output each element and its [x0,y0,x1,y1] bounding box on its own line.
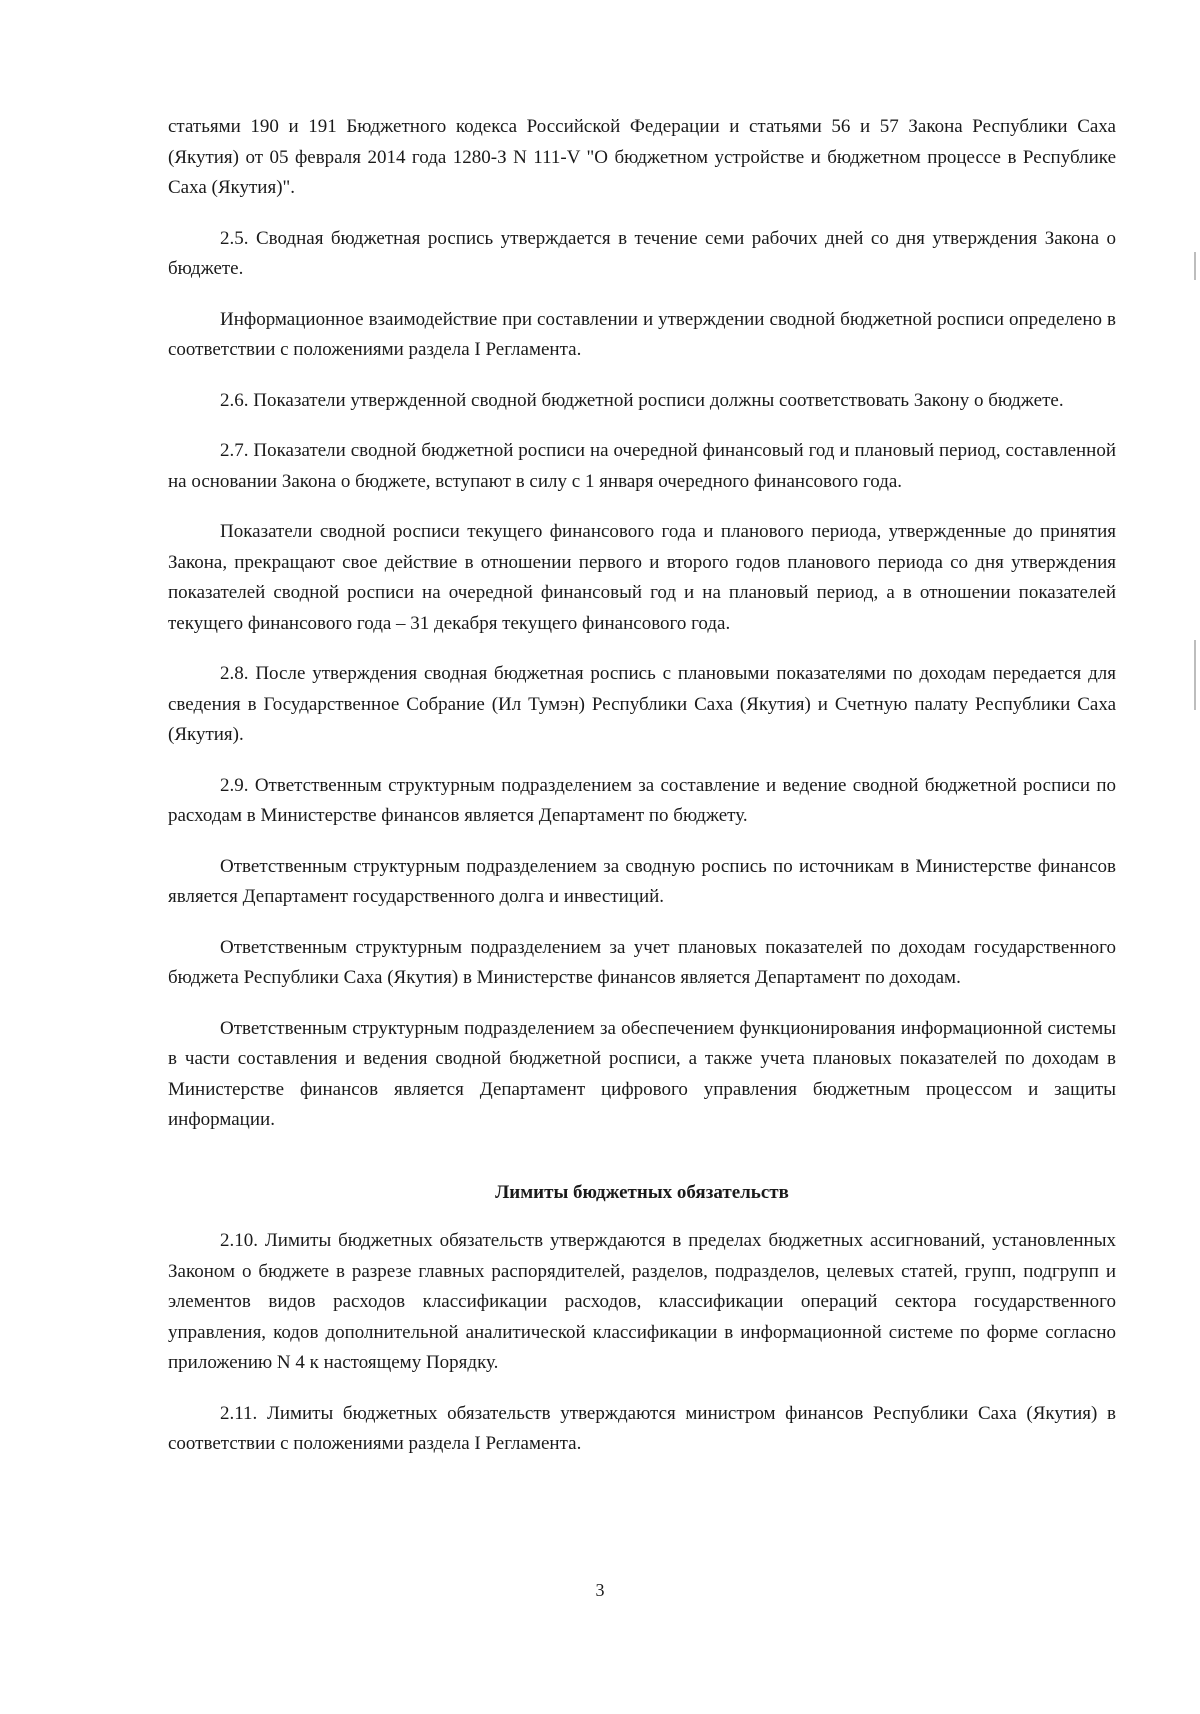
paragraph: Ответственным структурным подразделением за обеспечением функционирования информационной системы в части составления и ведения сводной бюджетной росписи, а также учета плановых показателей по доходам в Министерстве финансов является Департамент цифрового управления бюджетным процессом и защиты информации. [168,1017,1116,1130]
paragraph: 2.9. Ответственным структурным подразделением за составление и ведение сводной бюджетной росписи по расходам в Министерстве финансов является Департамент по бюджету. [168,774,1116,826]
scan-margin-mark [1194,640,1196,710]
section-heading: Лимиты бюджетных обязательств [495,1181,789,1203]
paragraph: Показатели сводной росписи текущего финансового года и планового периода, утвержденные до принятия Закона, прекращают свое действие в отношении первого и второго годов планового периода со дня утверждения показателей сводной росписи на очередной финансовый год и на плановый период, а в отношении показателей текущего финансового года – 31 декабря текущего финансового года. [168,521,1116,634]
paragraph: Ответственным структурным подразделением за сводную роспись по источникам в Министерстве финансов является Департамент государственного долга и инвестиций. [168,855,1116,907]
paragraph: статьями 190 и 191 Бюджетного кодекса Российской Федерации и статьями 56 и 57 Закона Республики Саха (Якутия) от 05 февраля 2014 года 1280-З N 111-V "О бюджетном устройстве и бюджетном процессе в Республике Саха (Якутия)". [168,116,1116,198]
paragraph: 2.5. Сводная бюджетная роспись утверждается в течение семи рабочих дней со дня утверждения Закона о бюджете. [168,227,1116,279]
paragraph: 2.10. Лимиты бюджетных обязательств утверждаются в пределах бюджетных ассигнований, установленных Законом о бюджете в разрезе главных распорядителей, разделов, подразделов, целевых статей, групп, подгрупп и элементов видов расходов классификации расходов, классификации операций сектора государственного управления, кодов дополнительной аналитической классификации в информационной системе по форме согласно приложению N 4 к настоящему Порядку. [168,1230,1116,1373]
page-number: 3 [595,1580,605,1600]
document-body [168,112,1116,1480]
paragraph: 2.11. Лимиты бюджетных обязательств утверждаются министром финансов Республики Саха (Якутия) в соответствии с положениями раздела I Регламента. [168,1402,1116,1454]
paragraph: 2.8. После утверждения сводная бюджетная роспись с плановыми показателями по доходам передается для сведения в Государственное Собрание (Ил Тумэн) Республики Саха (Якутия) и Счетную палату Республики Саха (Якутия). [168,663,1116,745]
paragraph: Информационное взаимодействие при составлении и утверждении сводной бюджетной росписи определено в соответствии с положениями раздела I Регламента. [168,308,1116,360]
paragraph: 2.6. Показатели утвержденной сводной бюджетной росписи должны соответствовать Закону о бюджете. [220,389,1064,411]
paragraph: 2.7. Показатели сводной бюджетной росписи на очередной финансовый год и плановый период, составленной на основании Закона о бюджете, вступают в силу с 1 января очередного финансового года. [168,440,1116,492]
paragraph: Ответственным структурным подразделением за учет плановых показателей по доходам государственного бюджета Республики Саха (Якутия) в Министерстве финансов является Департамент по доходам. [168,936,1116,988]
scan-margin-mark [1194,252,1196,280]
